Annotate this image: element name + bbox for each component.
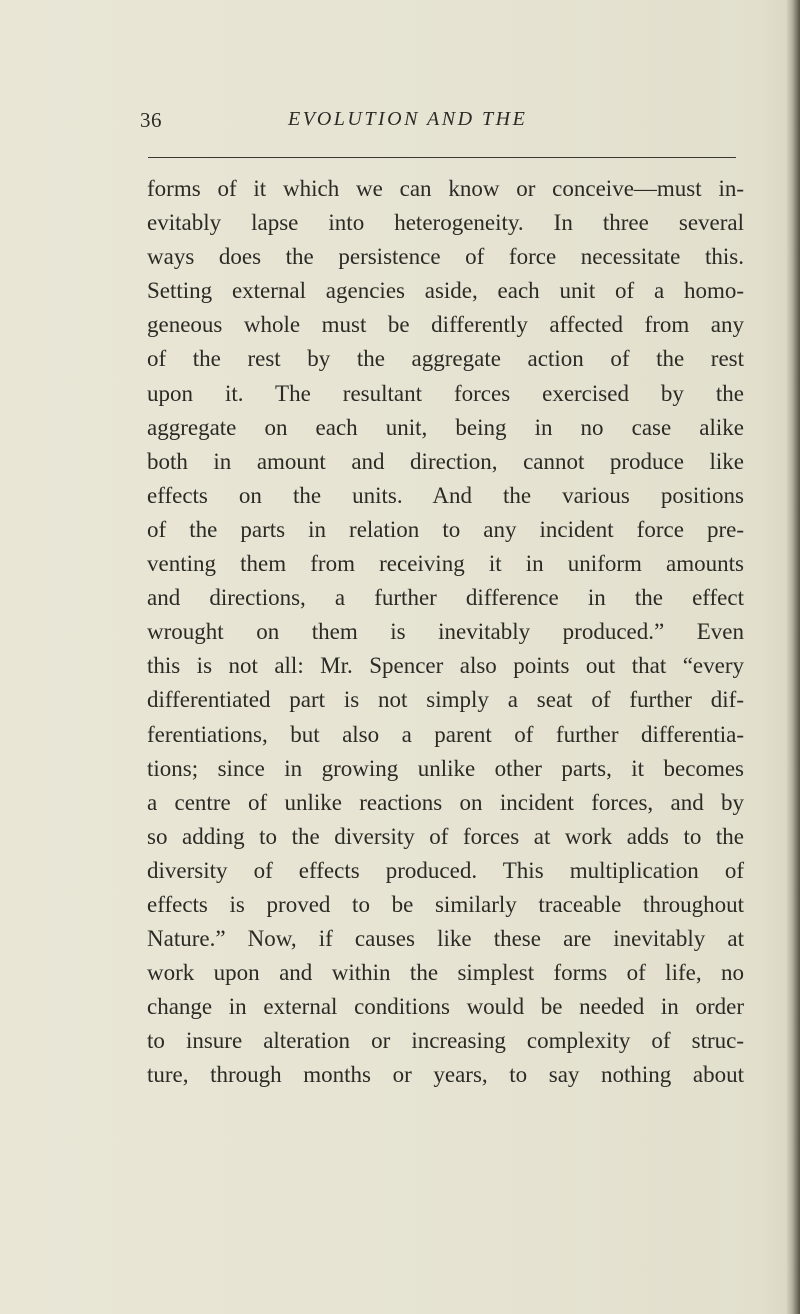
text-line: ferentiations, but also a parent of further differentia- (147, 721, 744, 747)
text-line: this is not all: Mr. Spencer also points out that “every (147, 653, 744, 679)
text-line: differentiated part is not simply a seat of further dif- (147, 687, 744, 713)
text-line: of the parts in relation to any incident force pre- (147, 516, 744, 542)
text-line: geneous whole must be differently affected from any (147, 312, 744, 338)
text-line: Setting external agencies aside, each unit of a homo- (147, 278, 744, 304)
text-line: upon it. The resultant forces exercised by the (147, 380, 744, 406)
text-line: aggregate on each unit, being in no case alike (147, 414, 744, 440)
text-line: work upon and within the simplest forms of life, no (147, 960, 744, 986)
text-line: diversity of effects produced. This multiplication of (147, 857, 744, 883)
text-line: effects on the units. And the various positions (147, 482, 744, 508)
page-edge-shadow (786, 0, 800, 1314)
text-line: to insure alteration or increasing complexity of struc- (147, 1028, 744, 1054)
text-line: change in external conditions would be needed in order (147, 994, 744, 1020)
text-line: evitably lapse into heterogeneity. In three several (147, 210, 744, 236)
header-rule (148, 157, 736, 158)
page-header (0, 108, 800, 148)
text-line: both in amount and direction, cannot produce like (147, 448, 744, 474)
body-text (147, 172, 744, 1093)
text-line: venting them from receiving it in uniform amounts (147, 551, 744, 577)
text-line: ways does the persistence of force necessitate this. (147, 244, 744, 270)
text-line: Nature.” Now, if causes like these are inevitably at (147, 926, 744, 952)
page-number: 36 (140, 108, 162, 132)
text-line: wrought on them is inevitably produced.” Even (147, 619, 744, 645)
text-line: tions; since in growing unlike other parts, it becomes (147, 755, 744, 781)
text-line: and directions, a further difference in the effect (147, 585, 744, 611)
text-line: ture, through months or years, to say nothing about (147, 1062, 744, 1088)
running-title: EVOLUTION AND THE (288, 108, 528, 130)
text-line: forms of it which we can know or conceive—must in- (147, 176, 744, 201)
text-line: a centre of unlike reactions on incident forces, and by (147, 789, 744, 815)
text-line: of the rest by the aggregate action of the rest (147, 346, 744, 372)
text-line: effects is proved to be similarly traceable throughout (147, 891, 744, 917)
text-line: so adding to the diversity of forces at work adds to the (147, 823, 744, 849)
